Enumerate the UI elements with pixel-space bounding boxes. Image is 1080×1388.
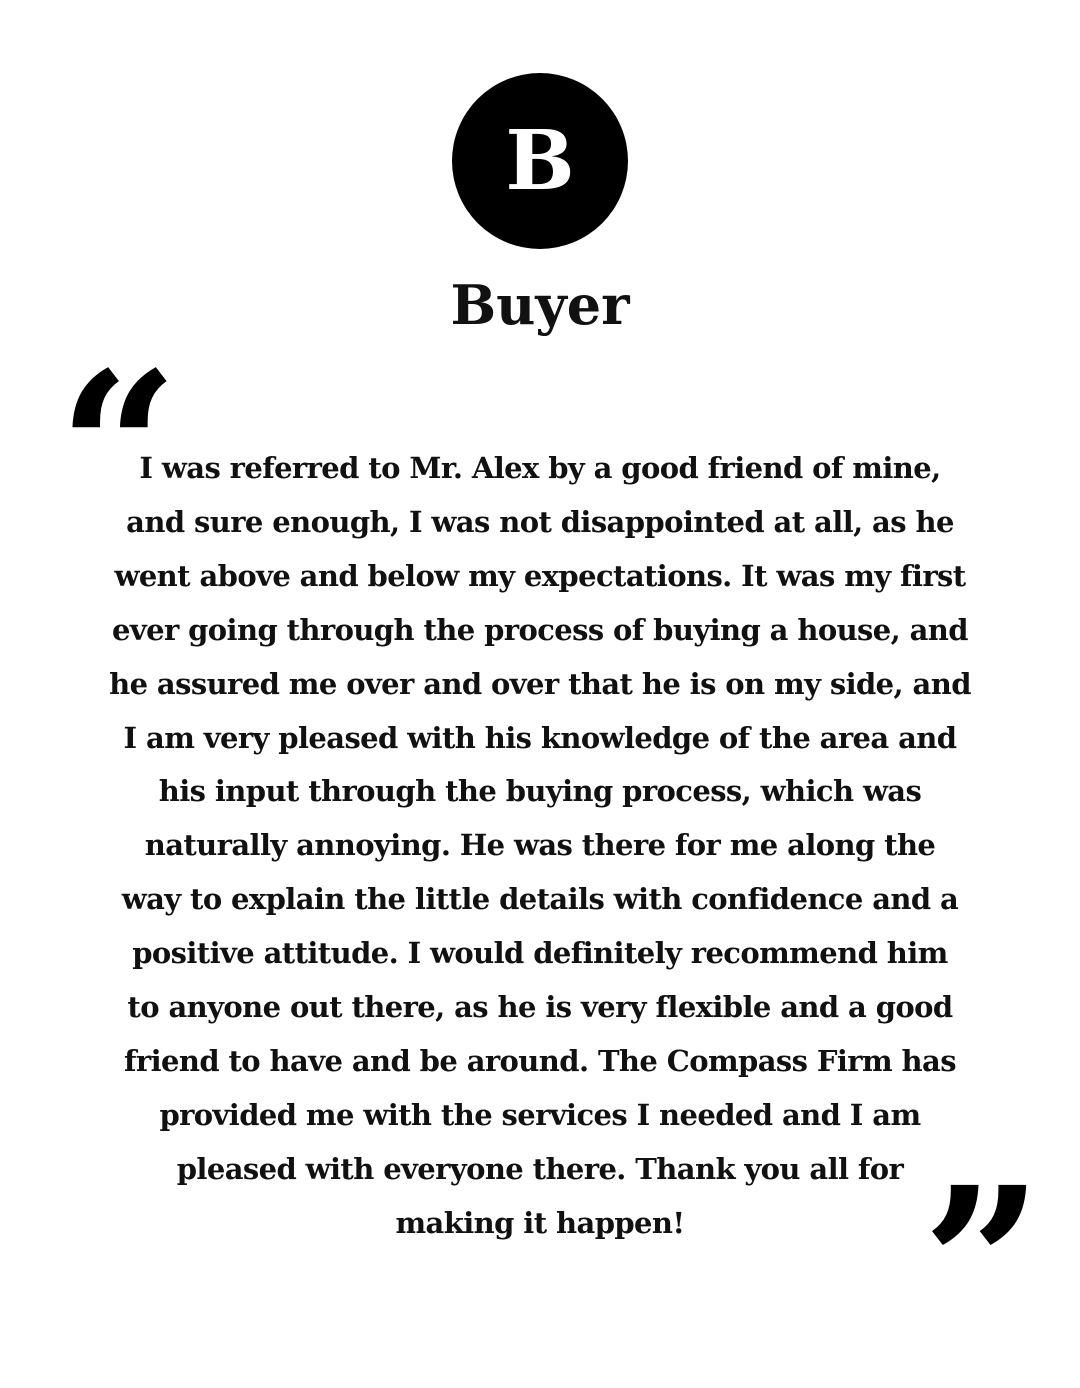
testimonial-line: his input through the buying process, which was xyxy=(158,774,922,809)
testimonial-line: I was referred to Mr. Alex by a good friend of mine, xyxy=(139,451,941,485)
testimonial-text xyxy=(80,442,1000,1251)
close-quote-icon: ” xyxy=(922,1141,1043,1388)
page-title: Buyer xyxy=(450,273,630,337)
testimonial-line: to anyone out there, as he is very flexible and a good xyxy=(127,990,953,1025)
testimonial-line: way to explain the little details with confidence and a xyxy=(121,882,959,917)
testimonial-line: making it happen! xyxy=(395,1205,685,1240)
testimonial-line: went above and below my expectations. It was my first xyxy=(114,558,966,593)
testimonial-line: friend to have and be around. The Compass Firm has xyxy=(124,1043,956,1078)
testimonial-line: ever going through the process of buying a house, and xyxy=(112,612,968,647)
testimonial-line: and sure enough, I was not disappointed at all, as he xyxy=(126,504,954,539)
testimonial-line: provided me with the services I needed and I am xyxy=(159,1097,921,1132)
testimonial-line: pleased with everyone there. Thank you all for xyxy=(176,1151,904,1186)
testimonial-line: positive attitude. I would definitely recommend him xyxy=(132,936,948,971)
testimonial-line: he assured me over and over that he is on my side, and xyxy=(109,666,971,701)
testimonial-line: naturally annoying. He was there for me along the xyxy=(144,828,936,863)
open-quote-icon: “ xyxy=(58,326,179,573)
avatar-letter-circle xyxy=(452,73,628,249)
avatar-letter: B xyxy=(505,113,575,209)
testimonial-line: I am very pleased with his knowledge of the area and xyxy=(123,720,957,755)
